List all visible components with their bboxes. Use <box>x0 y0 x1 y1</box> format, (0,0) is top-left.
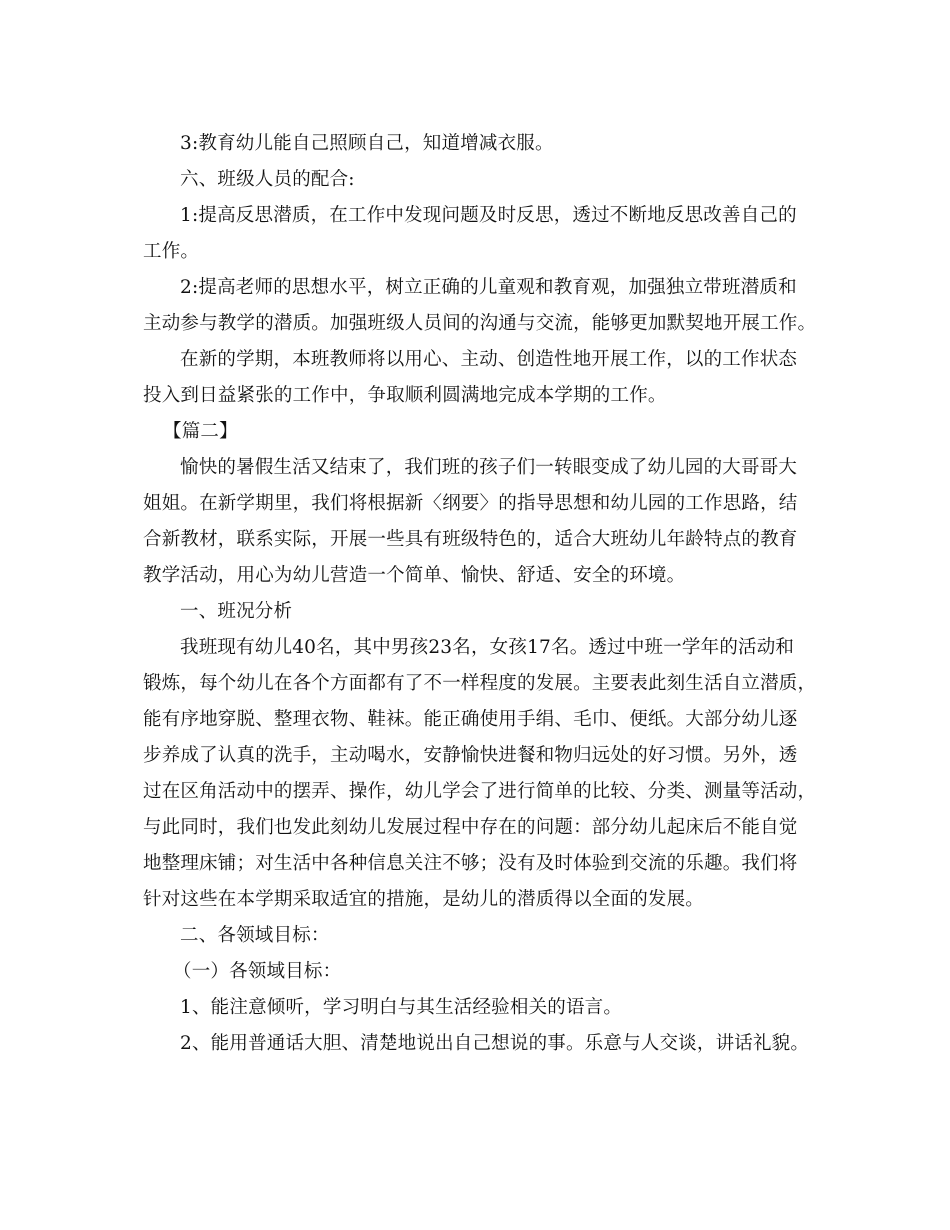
section-heading <box>143 162 807 198</box>
paragraph <box>143 342 807 414</box>
text-line: 1:提高反思潜质，在工作中发现问题及时反思，透过不断地反思改善自己的 <box>180 205 797 226</box>
section-heading <box>143 594 807 630</box>
paragraph <box>143 126 807 162</box>
text-line: 投入到日益紧张的工作中，争取顺利圆满地完成本学期的工作。 <box>143 385 667 406</box>
text-line: 合新教材，联系实际，开展一些具有班级特色的，适合大班幼儿年龄特点的教育 <box>143 529 798 550</box>
document-body <box>143 126 817 1062</box>
text-line: 2、能用普通话大胆、清楚地说出自己想说的事。乐意与人交谈，讲话礼貌。 <box>180 1033 810 1054</box>
text-line: 在新的学期，本班教师将以用心、主动、创造性地开展工作，以的工作状态 <box>180 349 798 370</box>
text-line: （一）各领域目标： <box>173 961 342 982</box>
text-line: 【篇二】 <box>163 421 238 442</box>
text-line: 工作。 <box>143 241 200 262</box>
paragraph <box>143 630 817 918</box>
text-line: 愉快的暑假生活又结束了，我们班的孩子们一转眼变成了幼儿园的大哥哥大 <box>180 457 798 478</box>
text-line: 1、能注意倾听，学习明白与其生活经验相关的语言。 <box>180 997 623 1018</box>
text-line: 能有序地穿脱、整理衣物、鞋袜。能正确使用手绢、毛巾、便纸。大部分幼儿逐 <box>143 709 798 730</box>
text-line: 针对这些在本学期采取适宜的措施，是幼儿的潜质得以全面的发展。 <box>143 889 705 910</box>
text-line: 六、班级人员的配合: <box>180 169 355 190</box>
text-line: 二、各领域目标： <box>180 925 330 946</box>
text-line: 3:教育幼儿能自己照顾自己，知道增减衣服。 <box>180 133 554 154</box>
section-heading <box>143 918 807 954</box>
paragraph <box>143 198 807 270</box>
text-line: 步养成了认真的洗手，主动喝水，安静愉快进餐和物归远处的好习惯。另外，透 <box>143 745 798 766</box>
paragraph <box>143 450 807 594</box>
text-line: 2:提高老师的思想水平，树立正确的儿童观和教育观，加强独立带班潜质和 <box>180 277 797 298</box>
text-line: 教学活动，用心为幼儿营造一个简单、愉快、舒适、安全的环境。 <box>143 565 686 586</box>
text-line: 锻炼，每个幼儿在各个方面都有了不一样程度的发展。主要表此刻生活自立潜质， <box>143 673 817 694</box>
text-line: 我班现有幼儿40名，其中男孩23名，女孩17名。透过中班一学年的活动和 <box>180 637 795 658</box>
text-line: 地整理床铺；对生活中各种信息关注不够；没有及时体验到交流的乐趣。我们将 <box>143 853 798 874</box>
section-heading <box>143 414 807 450</box>
text-line: 过在区角活动中的摆弄、操作，幼儿学会了进行简单的比较、分类、测量等活动， <box>143 781 817 802</box>
text-line: 一、班况分析 <box>180 601 293 622</box>
text-line: 姐姐。在新学期里，我们将根据新〈纲要〉的指导思想和幼儿园的工作思路，结 <box>143 493 798 514</box>
paragraph <box>143 1026 810 1062</box>
paragraph <box>143 990 807 1026</box>
text-line: 主动参与教学的潜质。加强班级人员间的沟通与交流，能够更加默契地开展工作。 <box>143 313 817 334</box>
section-heading <box>143 954 807 990</box>
text-line: 与此同时，我们也发此刻幼儿发展过程中存在的问题：部分幼儿起床后不能自觉 <box>143 817 798 838</box>
paragraph <box>143 270 817 342</box>
